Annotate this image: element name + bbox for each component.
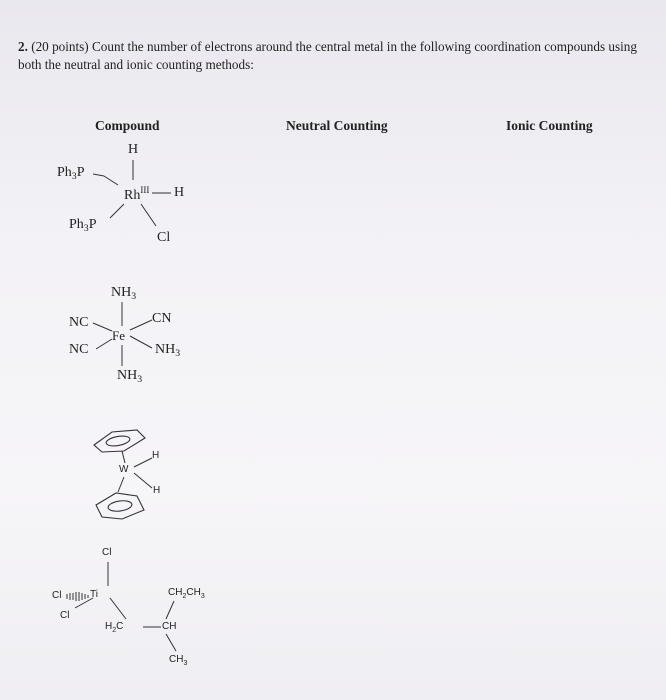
ph3p-bond-upper-a [93,174,104,176]
cp-ring-top-inner [105,434,130,447]
c2-fe: Fe [112,328,125,343]
header-ionic-counting: Ionic Counting [506,118,593,133]
c3-w: W [119,464,129,475]
fe-cn-bond [130,320,152,330]
c4-ti: Ti [90,589,98,600]
ph3p-bond-lower [110,204,124,218]
header-compound: Compound [95,118,160,133]
cp-ring-top [94,430,145,452]
c4-ch: CH [162,621,177,632]
c4-ch2ch3: $CH_2CH_3$ [168,587,205,600]
ch-methyl-bond [166,634,176,651]
cp-ring-bottom-inner [107,499,132,512]
c1-rh: $Rh^{III}$ [124,185,150,203]
c1-h-top: H [128,142,139,157]
c2-cn: CN [152,311,172,326]
fe-nc-lower-bond [96,339,112,349]
c4-cl-left: Cl [52,590,62,601]
c1-ph3p-lower: $Ph_3P$ [69,217,97,234]
c4-ch3: $CH_3$ [169,654,188,667]
c4-cl-bottom: Cl [60,610,70,621]
c1-ph3p-upper: $Ph_3P$ [57,165,85,182]
c2-nh3-right: $NH_3$ [155,342,181,359]
w-h-lower-bond [134,473,152,488]
header-neutral-counting: Neutral Counting [286,118,388,133]
question-body: (20 points) Count the number of electrons around the central metal in the following coordination compounds using both the neutral and ionic counting methods: [18,39,637,72]
w-h-upper-bond [134,458,152,467]
w-cp-top-bond [122,451,125,463]
c4-h2c: $H_2C$ [105,621,124,634]
c2-nh3-bottom: $NH_3$ [117,368,143,385]
rh-cl-bond [141,204,156,226]
c3-h-lower: H [153,485,161,496]
w-cp-bottom-bond [118,477,124,492]
fe-nc-upper-bond [93,323,112,331]
ch-ethyl-bond [166,601,174,619]
c4-cl-top: Cl [102,547,112,558]
fe-nh3-right-bond [130,336,152,348]
c1-cl: Cl [157,230,171,245]
c1-h-right: H [174,185,185,200]
c2-nc-upper: NC [69,315,89,330]
ti-ch2-bond [110,598,126,619]
c2-nc-lower: NC [69,342,89,357]
ph3p-bond-upper-b [104,176,118,185]
c2-nh3-top: $NH_3$ [111,285,137,302]
question-number: 2. [18,39,28,54]
ti-cl-hashed-bond [67,592,88,601]
c3-h-upper: H [152,450,160,461]
cp-ring-bottom [96,493,144,519]
